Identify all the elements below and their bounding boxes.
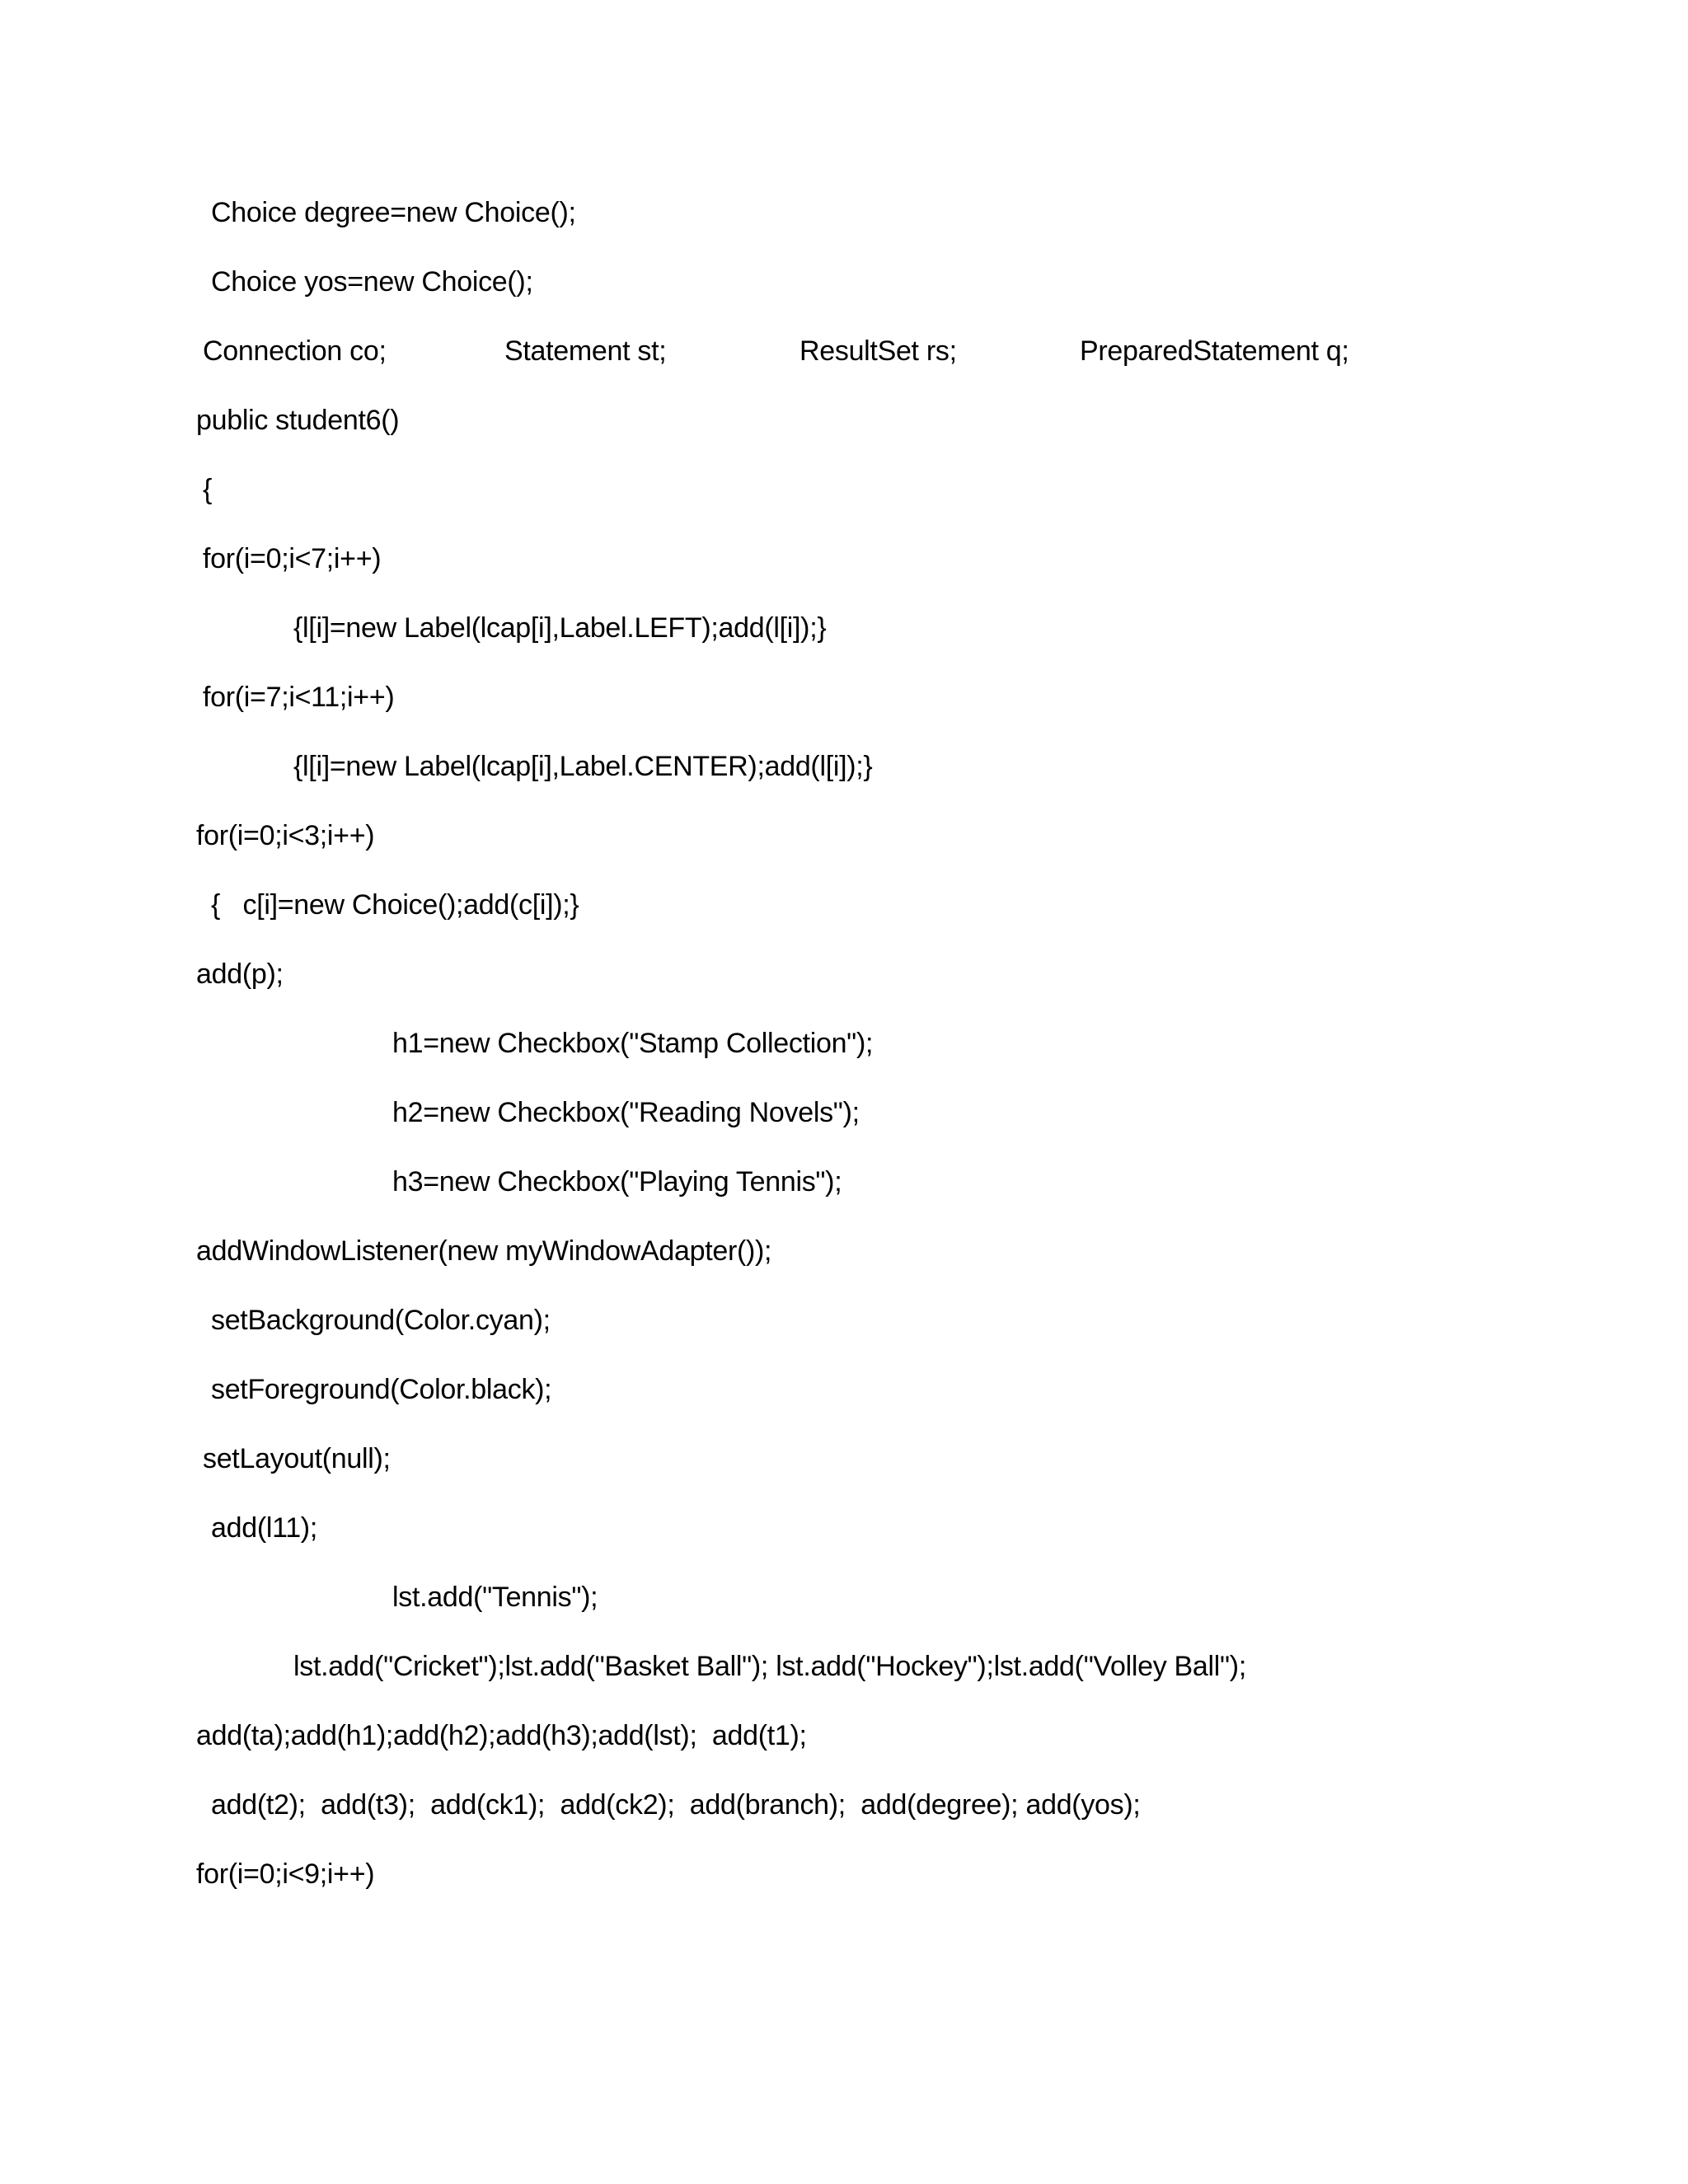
code-line: Statement st; (504, 335, 667, 367)
code-line: for(i=0;i<9;i++) (196, 1858, 375, 1890)
code-line: {l[i]=new Label(lcap[i],Label.CENTER);add(l[i]);} (293, 751, 873, 782)
code-line: add(ta);add(h1);add(h2);add(h3);add(lst); add(t1); (196, 1720, 807, 1751)
code-line: lst.add("Cricket");lst.add("Basket Ball"); lst.add("Hockey");lst.add("Volley Ball"); (293, 1651, 1246, 1682)
code-line: Choice yos=new Choice(); (211, 266, 533, 298)
code-line: setForeground(Color.black); (211, 1374, 552, 1405)
code-line: PreparedStatement q; (1080, 335, 1349, 367)
code-line: add(t2); add(t3); add(ck1); add(ck2); add(branch); add(degree); add(yos); (211, 1789, 1141, 1821)
code-line: {l[i]=new Label(lcap[i],Label.LEFT);add(l[i]);} (293, 612, 827, 644)
code-line: for(i=7;i<11;i++) (203, 682, 395, 713)
code-line: setLayout(null); (203, 1443, 391, 1474)
code-line: add(p); (196, 958, 284, 990)
code-line: setBackground(Color.cyan); (211, 1305, 551, 1336)
code-line: Connection co; (203, 335, 387, 367)
code-line: { c[i]=new Choice();add(c[i]);} (211, 889, 579, 921)
code-line: { (203, 474, 213, 505)
code-line: lst.add("Tennis"); (392, 1582, 598, 1613)
code-line: for(i=0;i<3;i++) (196, 820, 375, 851)
code-line: addWindowListener(new myWindowAdapter()); (196, 1235, 772, 1267)
code-line: for(i=0;i<7;i++) (203, 543, 382, 574)
code-line: ResultSet rs; (799, 335, 957, 367)
code-line: h2=new Checkbox("Reading Novels"); (392, 1097, 860, 1128)
code-line: h3=new Checkbox("Playing Tennis"); (392, 1166, 842, 1197)
code-line: public student6() (196, 405, 400, 436)
code-line: h1=new Checkbox("Stamp Collection"); (392, 1028, 874, 1059)
code-line: add(l11); (211, 1512, 317, 1544)
code-line: Choice degree=new Choice(); (211, 197, 576, 228)
